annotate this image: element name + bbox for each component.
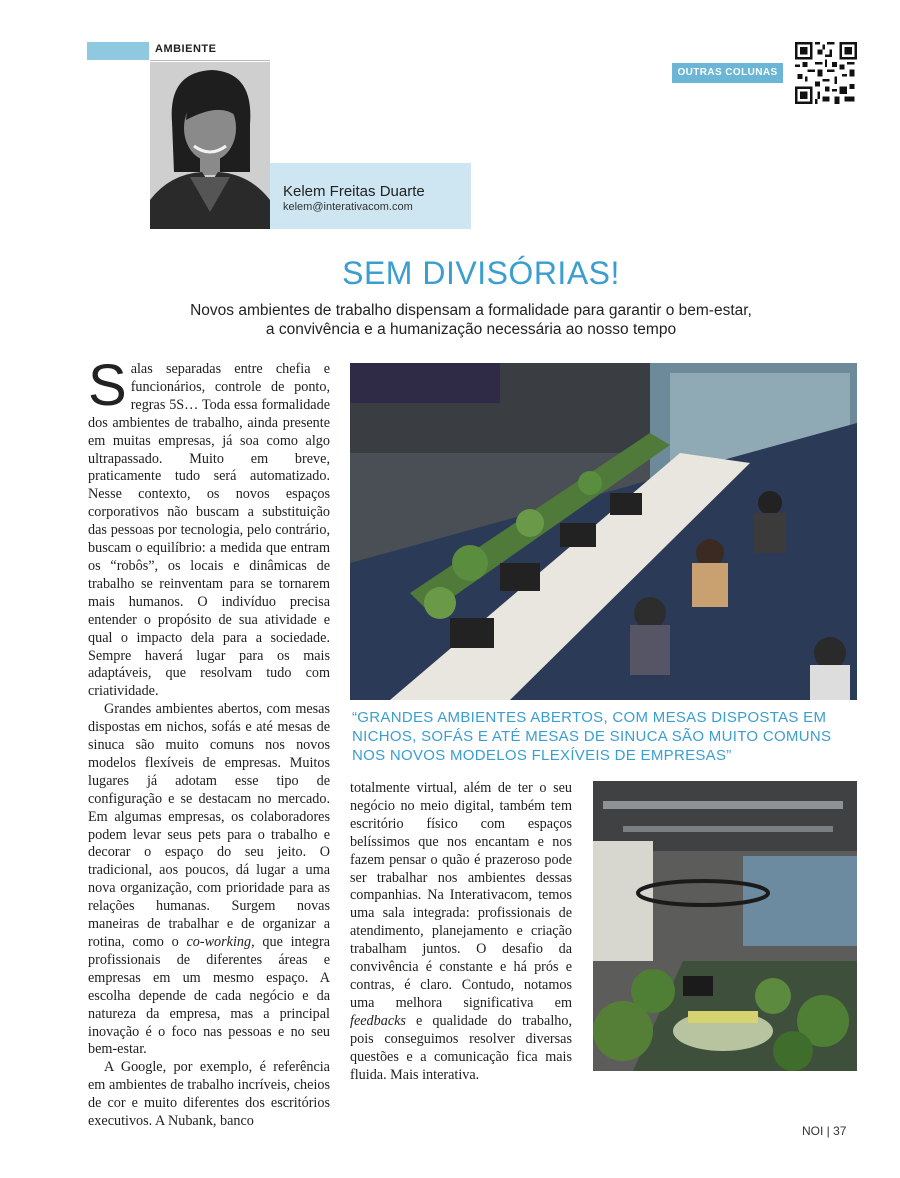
section-color-bar <box>87 42 149 60</box>
section-label: AMBIENTE <box>155 43 217 55</box>
subtitle-line: a convivência e a humanização necessária ao nosso tempo <box>265 320 677 338</box>
subtitle-line: Novos ambientes de trabalho dispensam a formalidade para garantir o bem-estar, <box>190 302 752 319</box>
text-column-right <box>350 780 572 1084</box>
page-folio: NOI | 37 <box>802 1124 847 1138</box>
office-photo-open-workspace <box>350 363 857 700</box>
pull-quote: “GRANDES AMBIENTES ABERTOS, COM MESAS DISPOSTAS EM NICHOS, SOFÁS E ATÉ MESAS DE SINUCA SÃO MUITO COMUNS NOS NOVOS MODELOS FLEXÍVEIS DE EMPRESAS” <box>352 709 832 764</box>
office-photo-atrium <box>593 781 857 1071</box>
author-name: Kelem Freitas Duarte <box>283 183 425 200</box>
other-columns-badge[interactable]: OUTRAS COLUNAS <box>672 63 783 83</box>
paragraph: totalmente virtual, além de ter o seu negócio no meio digital, também tem escritório físico com espaços belíssimos que nos encantam e nos fazem pensar o quão é prazeroso pode ser trabalhar nos ambientes dessas companhias. Na Interativacom, temos uma sala integrada: profissionais de atendimento, planejamento e criação trabalham juntos. O desafio da convivência é constante e há prós e contras, é claro. Contudo, notamos uma melhora significativa em feedbacks e qualidade do trabalho, pois conseguimos resolver diversas questões e a comunicação fica mais fluida. Mais interativa. <box>350 780 572 1083</box>
author-email[interactable]: kelem@interativacom.com <box>283 201 413 213</box>
qr-code-icon[interactable] <box>795 42 857 104</box>
section-rule <box>150 60 270 61</box>
paragraph: A Google, por exemplo, é referência em ambientes de trabalho incríveis, cheios de cor e muito diferentes dos escritórios executivos. A Nubank, banco <box>88 1059 330 1130</box>
paragraph: Salas separadas entre chefia e funcionários, controle de ponto, regras 5S… Toda essa formalidade dos ambientes de trabalho, ainda presente em muitas empresas, já soa como algo ultrapassado. Muito em breve, praticamente tudo será automatizado. Nesse contexto, os novos espaços corporativos não buscam a substituição das pessoas por tecnologia, pelo contrário, buscam o equilíbrio: a medida que entram os “robôs”, os locais e dinâmicas de trabalho se reinventam para se tornarem mais humanos. O indivíduo precisa entender o propósito de sua atividade e qual o impacto dela para a sociedade. Sempre haverá lugar para os mais adaptáveis, que resolvam tudo com criatividade. <box>88 353 330 700</box>
article-title: SEM DIVISÓRIAS! <box>342 255 620 291</box>
author-photo <box>150 62 270 229</box>
paragraph: Grandes ambientes abertos, com mesas dispostas em nichos, sofás e até mesas de sinuca são muito comuns nos novos modelos flexíveis de empresas. Muitos lugares já adotam esse tipo de configuração e se destacam no mercado. Em algumas empresas, os colaboradores podem levar seus pets para o trabalho e decorar o espaço do seu jeito. O tradicional, aos poucos, dá lugar a uma nova organização, com prioridade para as relações humanas. Surgem novas maneiras de trabalhar e de organizar a rotina, como o co-working, que integra profissionais de diferentes áreas e empresas em um mesmo espaço. A escolha depende de cada negócio e da natureza da empresa, mas a principal inovação é o foco nas pessoas e no seu bem-estar. <box>88 701 330 1058</box>
text-column-left <box>88 353 330 1131</box>
drop-cap: S <box>88 353 127 418</box>
article-subtitle <box>150 302 792 339</box>
